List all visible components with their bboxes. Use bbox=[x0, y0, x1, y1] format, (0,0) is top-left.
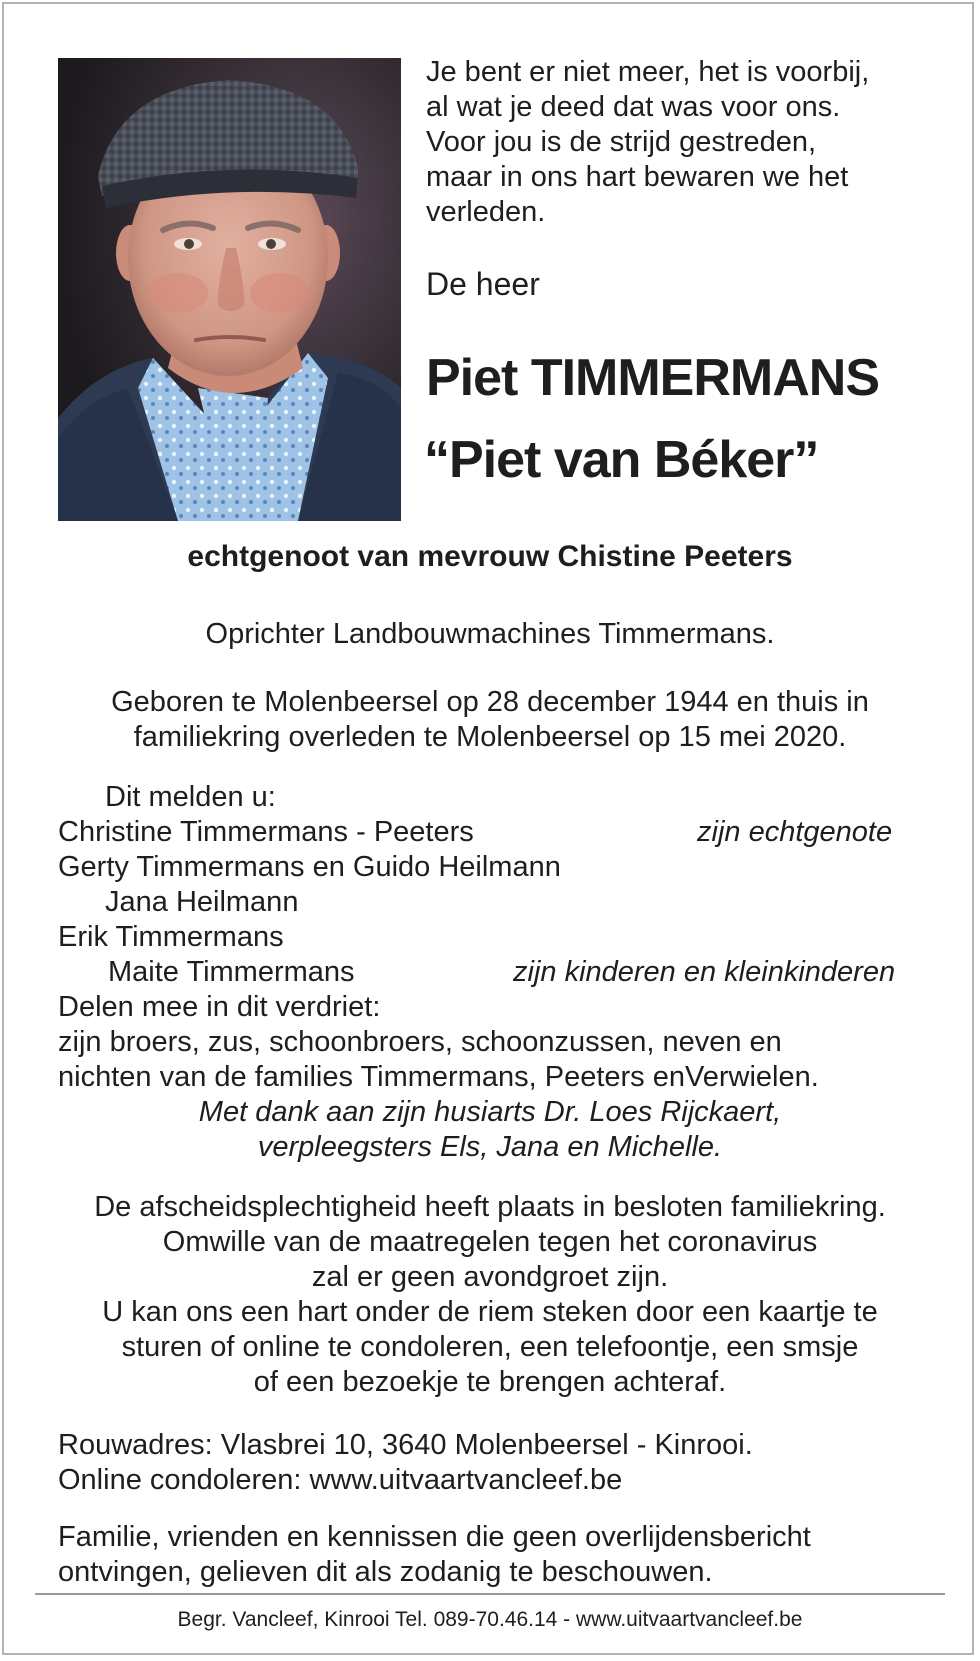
footer-divider bbox=[35, 1593, 945, 1595]
notice-line: ontvingen, gelieven dit als zodanig te beschouwen. bbox=[58, 1556, 713, 1588]
birth-death-line: familiekring overleden te Molenbeersel op 15 mei 2020. bbox=[133, 721, 847, 753]
funeral-home-footer: Begr. Vancleef, Kinrooi Tel. 089-70.46.14 - www.uitvaartvancleef.be bbox=[177, 1608, 803, 1631]
birth-death-info bbox=[0, 685, 980, 755]
thanks-line: Met dank aan zijn husiarts Dr. Loes Rijckaert, bbox=[198, 1096, 782, 1128]
notice-line: Familie, vrienden en kennissen die geen overlijdensbericht bbox=[58, 1521, 811, 1553]
poem-line: verleden. bbox=[426, 196, 546, 228]
birth-death-line: Geboren te Molenbeersel op 28 december 1944 en thuis in bbox=[111, 686, 869, 718]
family-relation: zijn echtgenote bbox=[697, 816, 893, 848]
ceremony-info bbox=[0, 1190, 980, 1400]
sharing-intro: Delen mee in dit verdriet: bbox=[58, 991, 381, 1023]
sharing-line: zijn broers, zus, schoonbroers, schoonzussen, neven en bbox=[58, 1026, 782, 1058]
online-condolences: Online condoleren: www.uitvaartvancleef.be bbox=[58, 1464, 623, 1496]
ceremony-line: of een bezoekje te brengen achteraf. bbox=[253, 1366, 727, 1398]
family-member-name: Gerty Timmermans en Guido Heilmann bbox=[58, 851, 561, 883]
mourning-address: Rouwadres: Vlasbrei 10, 3640 Molenbeersel - Kinrooi. bbox=[58, 1429, 753, 1461]
title-prefix: De heer bbox=[426, 266, 540, 302]
spouse-line: echtgenoot van mevrouw Chistine Peeters bbox=[187, 540, 793, 573]
family-relation: zijn kinderen en kleinkinderen bbox=[513, 956, 896, 988]
poem-line: Je bent er niet meer, het is voorbij, bbox=[426, 56, 870, 88]
poem-line: Voor jou is de strijd gestreden, bbox=[426, 126, 817, 158]
ceremony-line: U kan ons een hart onder de riem steken door een kaartje te bbox=[102, 1296, 878, 1328]
family-member-name: Jana Heilmann bbox=[105, 886, 299, 918]
founder-line bbox=[0, 617, 980, 652]
deceased-name: Piet TIMMERMANS bbox=[426, 349, 879, 407]
thanks-line: verpleegsters Els, Jana en Michelle. bbox=[257, 1131, 723, 1163]
announcement-intro: Dit melden u: bbox=[105, 781, 276, 813]
ceremony-line: De afscheidsplechtigheid heeft plaats in besloten familiekring. bbox=[94, 1191, 886, 1223]
poem bbox=[426, 55, 946, 230]
ceremony-line: zal er geen avondgroet zijn. bbox=[311, 1261, 669, 1293]
thanks-block bbox=[0, 1095, 980, 1165]
deceased-nickname: “Piet van Béker” bbox=[424, 431, 819, 489]
poem-line: maar in ons hart bewaren we het bbox=[426, 161, 849, 193]
ceremony-line: Omwille van de maatregelen tegen het coronavirus bbox=[162, 1226, 818, 1258]
portrait-photo bbox=[58, 58, 401, 521]
family-member-name: Christine Timmermans - Peeters bbox=[58, 816, 474, 848]
sharing-line: nichten van de families Timmermans, Peeters enVerwielen. bbox=[58, 1061, 819, 1093]
family-member-name: Maite Timmermans bbox=[108, 956, 355, 988]
family-member-name: Erik Timmermans bbox=[58, 921, 284, 953]
poem-line: al wat je deed dat was voor ons. bbox=[426, 91, 841, 123]
founder-text: Oprichter Landbouwmachines Timmermans. bbox=[205, 618, 775, 650]
ceremony-line: sturen of online te condoleren, een telefoontje, een smsje bbox=[121, 1331, 859, 1363]
